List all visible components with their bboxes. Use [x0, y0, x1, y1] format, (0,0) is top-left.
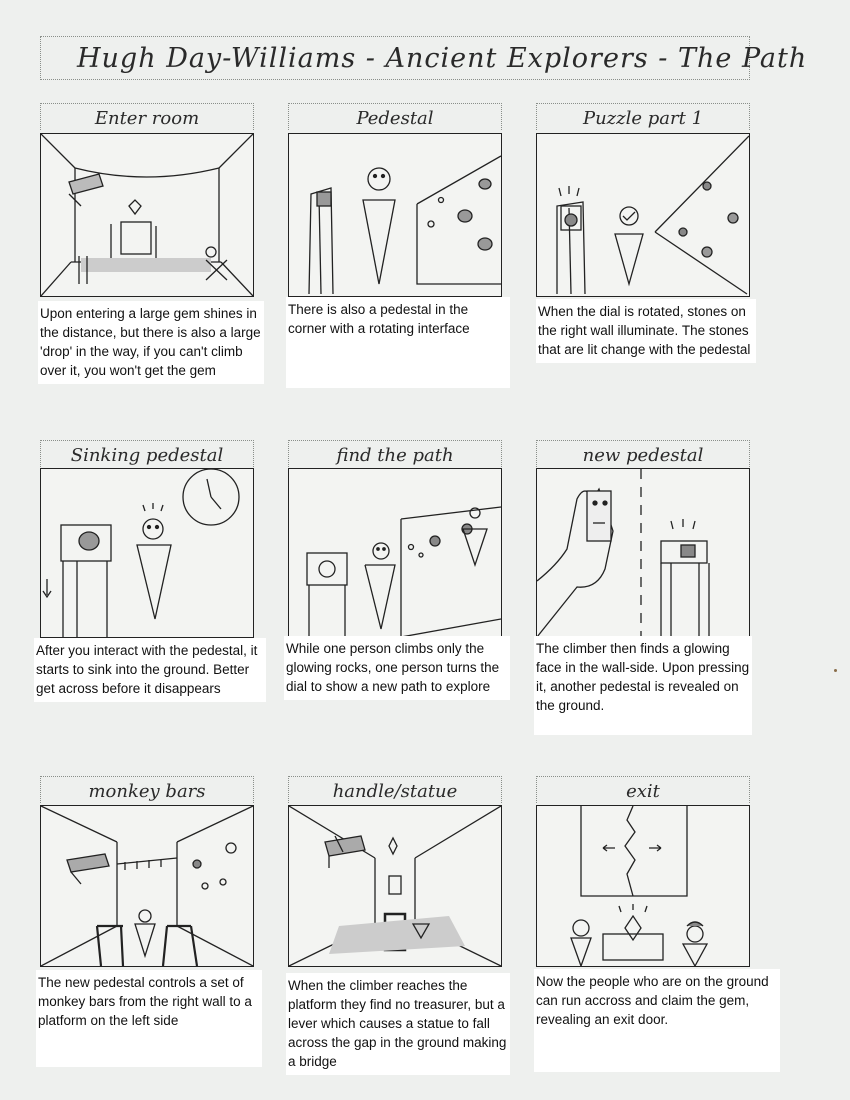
- panel-5-heading-box: [288, 440, 502, 467]
- panel-3-heading-box: [536, 103, 750, 130]
- panel-3-heading: Puzzle part 1: [582, 108, 704, 129]
- panel-8-heading-box: [288, 776, 502, 803]
- panel-6-heading: new pedestal: [582, 445, 704, 466]
- panel-3-caption: When the dial is rotated, stones on the right wall illuminate. The stones that are lit change with the pedestal: [536, 299, 756, 363]
- panel-7-heading: monkey bars: [88, 781, 206, 802]
- panel-5-caption: While one person climbs only the glowing rocks, one person turns the dial to show a new path to explore: [284, 636, 510, 700]
- panel-4-caption: After you interact with the pedestal, it starts to sink into the ground. Better get across before it disappears: [34, 638, 266, 702]
- panel-5-heading: find the path: [336, 445, 454, 466]
- panel-8-caption: When the climber reaches the platform they find no treasurer, but a lever which causes a statue to fall across the gap in the ground making a bridge: [286, 973, 510, 1075]
- storyboard-title-box: [40, 36, 808, 80]
- storyboard-title: Hugh Day-Williams - Ancient Explorers - The Path: [77, 43, 808, 74]
- panel-7-heading-box: [40, 776, 254, 803]
- panel-1-heading-box: [40, 103, 254, 130]
- panel-8-heading: handle/statue: [332, 781, 458, 802]
- panel-8-sketch: [288, 805, 502, 967]
- panel-9-sketch: [536, 805, 750, 967]
- paper-speck: [834, 669, 837, 672]
- panel-4-heading: Sinking pedestal: [70, 445, 224, 466]
- panel-1-heading: Enter room: [94, 108, 200, 129]
- panel-6-sketch: [536, 468, 750, 638]
- panel-6-heading-box: [536, 440, 750, 467]
- panel-4-heading-box: [40, 440, 254, 467]
- panel-7-caption: The new pedestal controls a set of monkey bars from the right wall to a platform on the left side: [36, 970, 262, 1067]
- panel-6-caption: The climber then finds a glowing face in the wall-side. Upon pressing it, another pedestal is revealed on the ground.: [534, 636, 752, 735]
- panel-9-caption: Now the people who are on the ground can run accross and claim the gem, revealing an exit door.: [534, 969, 780, 1072]
- panel-3-sketch: [536, 133, 750, 297]
- panel-2-caption: There is also a pedestal in the corner with a rotating interface: [286, 297, 510, 388]
- panel-1-sketch: [40, 133, 254, 297]
- panel-2-sketch: [288, 133, 502, 297]
- panel-4-sketch: [40, 468, 254, 638]
- panel-9-heading: exit: [626, 781, 660, 802]
- panel-5-sketch: [288, 468, 502, 638]
- panel-2-heading-box: [288, 103, 502, 130]
- panel-7-sketch: [40, 805, 254, 967]
- panel-1-caption: Upon entering a large gem shines in the distance, but there is also a large 'drop' in the way, if you can't climb over it, you won't get the gem: [38, 301, 264, 384]
- panel-9-heading-box: [536, 776, 750, 803]
- panel-2-heading: Pedestal: [356, 108, 434, 129]
